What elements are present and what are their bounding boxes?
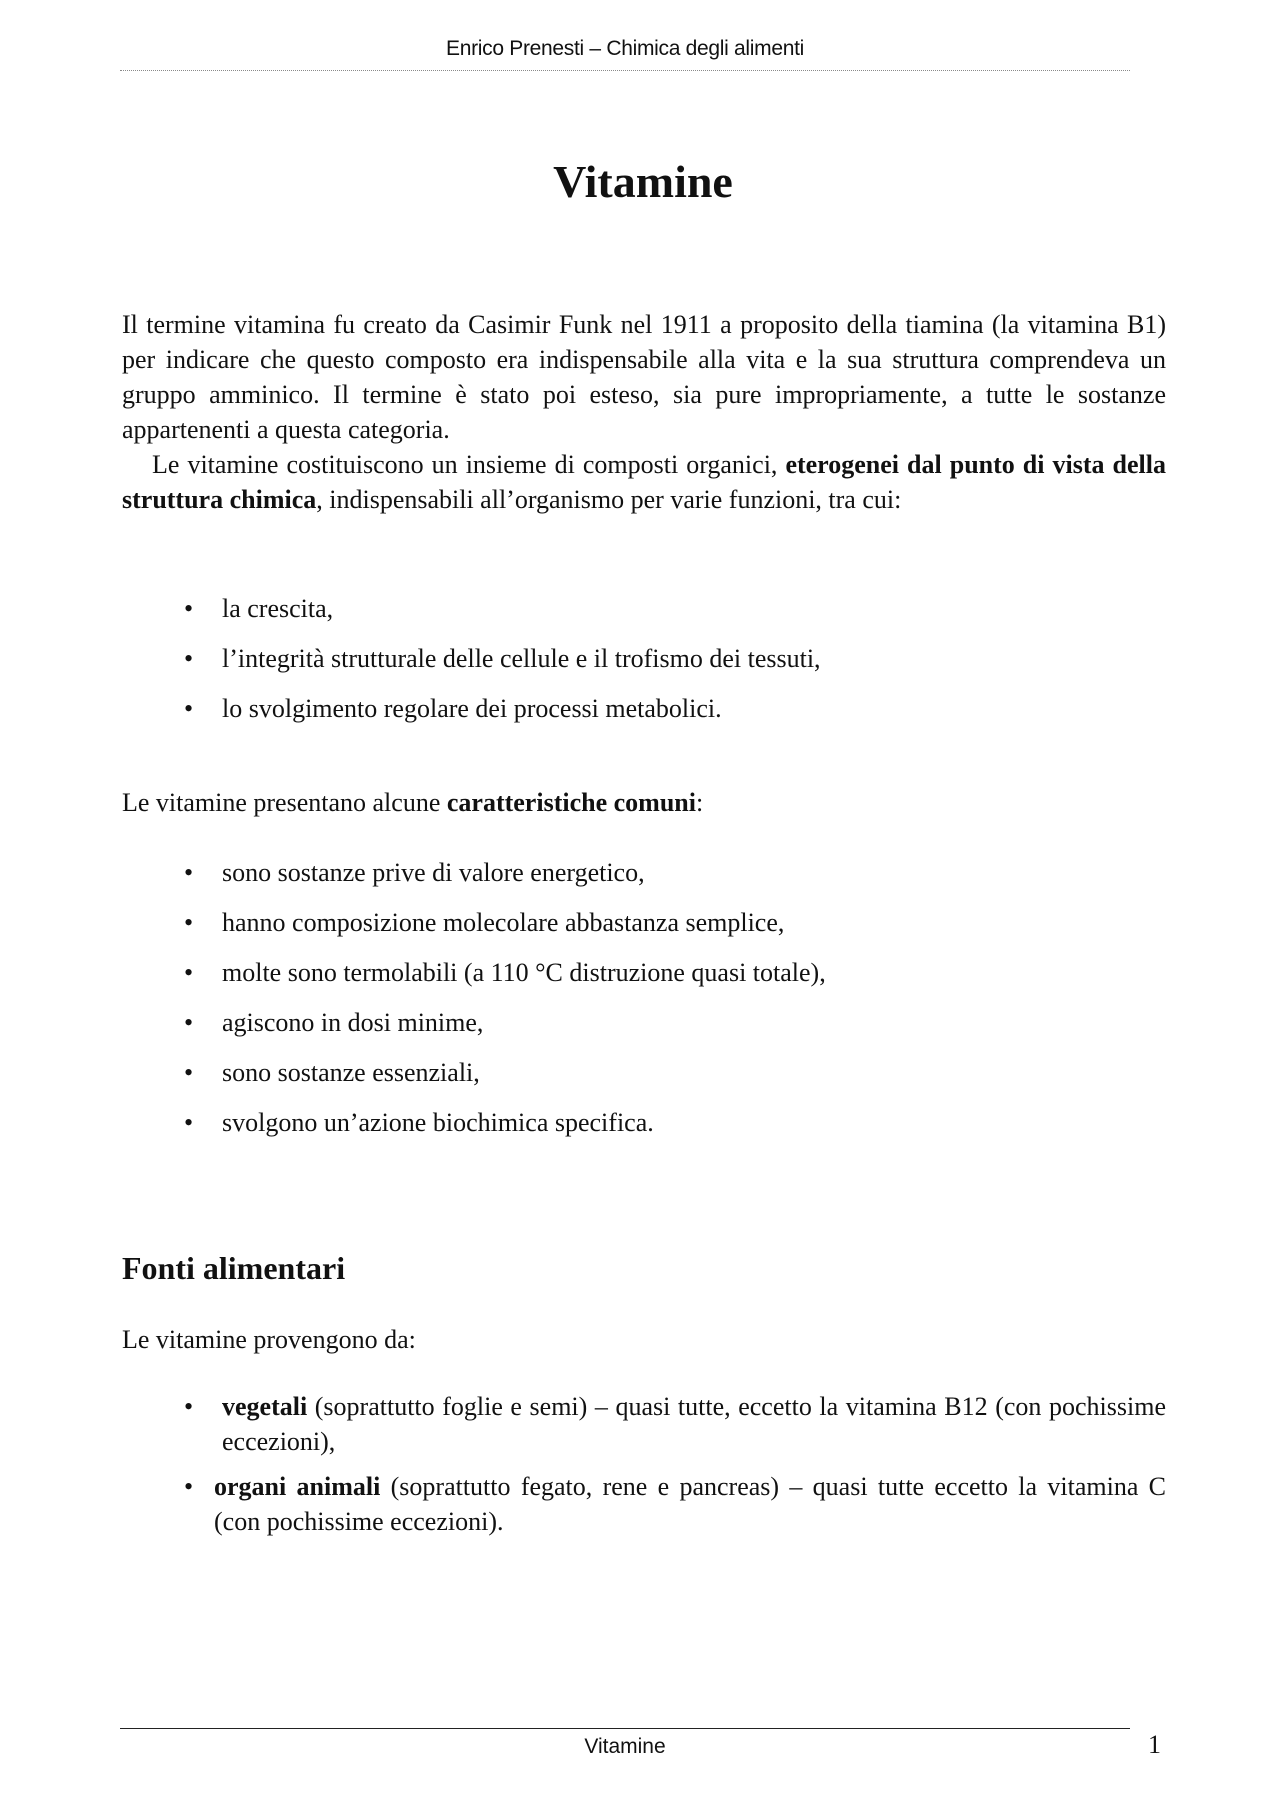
source-name: vegetali	[222, 1392, 308, 1421]
source-name: organi animali	[214, 1472, 381, 1501]
list-item-text: lo svolgimento regolare dei processi metabolici.	[222, 694, 722, 723]
list-item	[122, 691, 1166, 726]
list-item	[122, 1469, 1166, 1539]
sources-intro: Le vitamine provengono da:	[122, 1325, 416, 1354]
sources-list	[122, 1389, 1166, 1539]
bullet-icon: •	[184, 958, 194, 987]
bullet-icon: •	[184, 1108, 194, 1137]
running-header-text: Enrico Prenesti – Chimica degli alimenti	[446, 37, 804, 60]
page-number: 1	[1148, 1730, 1161, 1759]
bullet-icon: •	[184, 908, 194, 937]
list-item	[122, 1105, 1166, 1140]
list-item	[122, 955, 1166, 990]
characteristics-intro	[122, 785, 1166, 820]
footer-label: Vitamine	[584, 1735, 666, 1758]
bullet-icon: •	[184, 1008, 194, 1037]
running-header	[120, 36, 1130, 71]
list-item	[122, 855, 1166, 890]
intro-paragraph: Il termine vitamina fu creato da Casimir Funk nel 1911 a proposito della tiamina (la vitamina B1) per indicare che questo composto era indispensabile alla vita e la sua struttura comprendeva un gruppo amminico. Il termine è stato poi esteso, sia pure impropriamente, a tutte le sostanze appartenenti a questa categoria.	[122, 310, 1166, 444]
definition-text-start: Le vitamine costituiscono un insieme di composti organici,	[152, 450, 786, 479]
characteristics-intro-text: Le vitamine presentano alcune	[122, 788, 447, 817]
bullet-icon: •	[184, 1058, 194, 1087]
footer-divider	[120, 1728, 1130, 1729]
characteristics-intro-colon: :	[695, 788, 704, 817]
bullet-icon: •	[184, 644, 194, 673]
bullet-icon: •	[184, 1472, 194, 1501]
list-item-text: la crescita,	[222, 594, 334, 623]
list-item-text: molte sono termolabili (a 110 °C distruzione quasi totale),	[222, 958, 826, 987]
list-item	[122, 905, 1166, 940]
functions-list	[122, 591, 1166, 726]
list-item-text: sono sostanze essenziali,	[222, 1058, 480, 1087]
definition-paragraph	[122, 447, 1166, 517]
list-item-text: hanno composizione molecolare abbastanza semplice,	[222, 908, 785, 937]
list-item-text: l’integrità strutturale delle cellule e il trofismo dei tessuti,	[222, 644, 821, 673]
list-item-text: svolgono un’azione biochimica specifica.	[222, 1108, 654, 1137]
list-item	[122, 591, 1166, 626]
bullet-icon: •	[184, 858, 194, 887]
definition-text-end: , indispensabili all’organismo per varie funzioni, tra cui:	[316, 485, 902, 514]
source-description: (soprattutto foglie e semi) – quasi tutte, eccetto la vitamina B12 (con pochissime eccezioni),	[222, 1392, 1166, 1456]
bullet-icon: •	[184, 1392, 194, 1421]
section-heading: Fonti alimentari	[122, 1250, 346, 1286]
list-item	[122, 1005, 1166, 1040]
list-item	[122, 1389, 1166, 1459]
characteristics-list	[122, 855, 1166, 1140]
list-item	[122, 641, 1166, 676]
bullet-icon: •	[184, 594, 194, 623]
characteristics-emphasis: caratteristiche comuni	[446, 788, 696, 817]
page-title: Vitamine	[553, 156, 733, 207]
list-item-text: agiscono in dosi minime,	[222, 1008, 484, 1037]
list-item-text: sono sostanze prive di valore energetico,	[222, 858, 645, 887]
bullet-icon: •	[184, 694, 194, 723]
definition-emphasis: eterogenei dal punto di vista della struttura chimica	[122, 450, 1166, 514]
list-item	[122, 1055, 1166, 1090]
source-description: (soprattutto fegato, rene e pancreas) – quasi tutte eccetto la vitamina C (con pochissime eccezioni).	[214, 1472, 1167, 1536]
